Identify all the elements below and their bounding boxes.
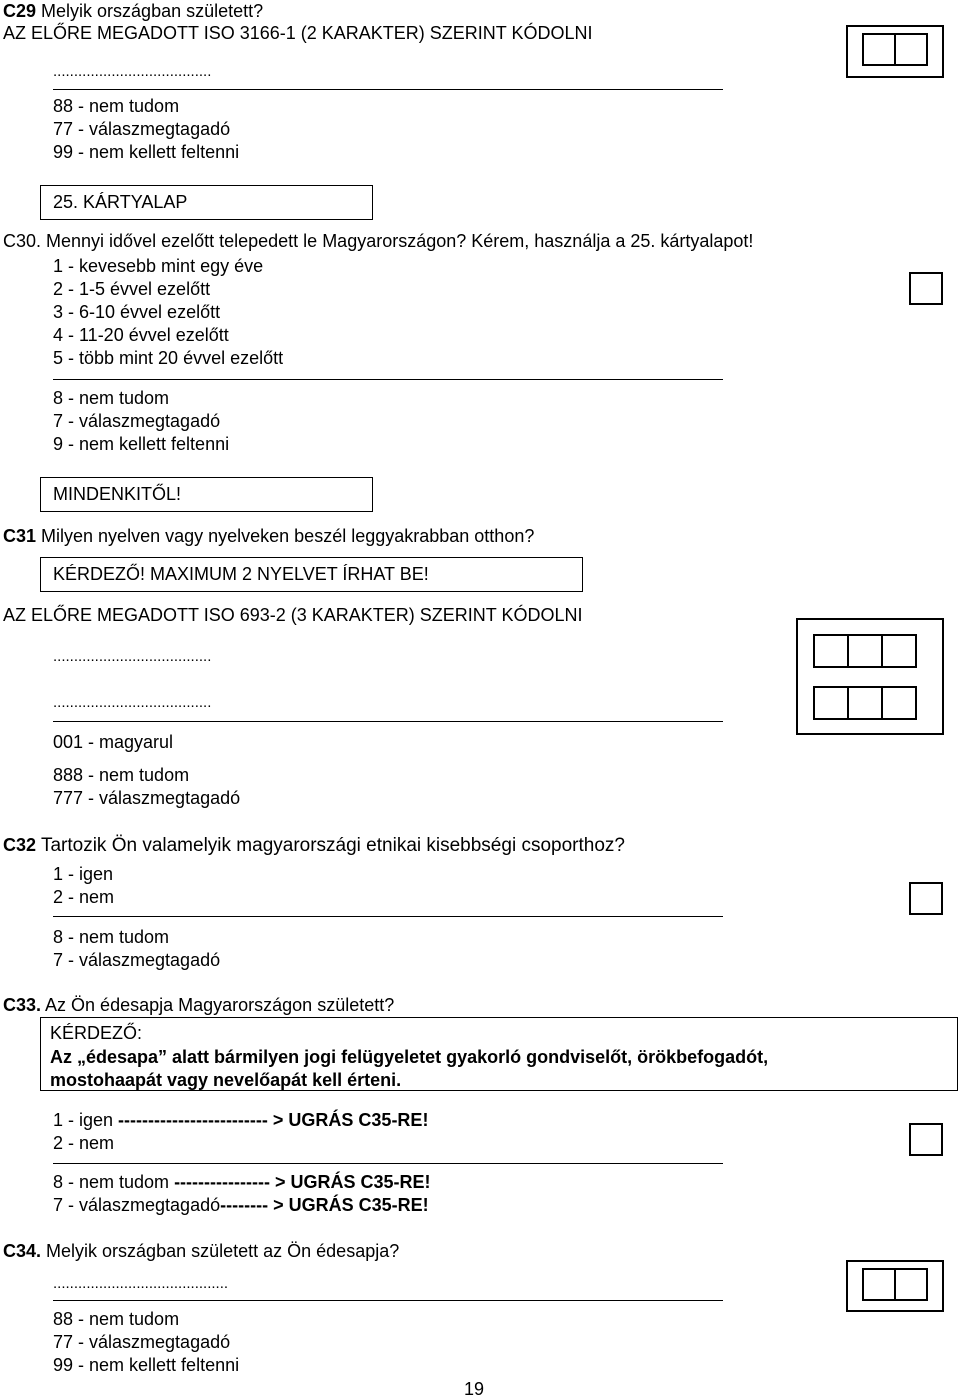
c33-interviewer-label: KÉRDEZŐ:: [50, 1023, 143, 1043]
c33-question-text: Az Ön édesapja Magyarországon született?: [41, 995, 395, 1015]
c33-skip-instruction: -------- > UGRÁS C35-RE!: [220, 1195, 429, 1215]
c32-label: C32: [3, 835, 37, 855]
c31-option: 888 - nem tudom: [53, 765, 190, 785]
card-25-label: 25. KÁRTYALAP: [53, 192, 188, 212]
divider: [53, 721, 723, 722]
c30-option: 4 - 11-20 évvel ezelőtt: [53, 325, 229, 345]
c30-option: 7 - válaszmegtagadó: [53, 411, 221, 431]
c29-code-cell[interactable]: [894, 33, 928, 66]
c29-option: 77 - válaszmegtagadó: [53, 119, 231, 139]
c34-question-text: Melyik országban született az Ön édesapja?: [41, 1241, 400, 1261]
c29-option: 99 - nem kellett feltenni: [53, 142, 240, 162]
c33-answer-box[interactable]: [909, 1123, 943, 1156]
c33-skip-instruction: ---------------- > UGRÁS C35-RE!: [174, 1172, 431, 1192]
c32-option: 7 - válaszmegtagadó: [53, 950, 221, 970]
c34-option: 88 - nem tudom: [53, 1309, 180, 1329]
c34-answer-line[interactable]: ..........................................: [53, 1275, 229, 1292]
c29-question: [3, 0, 263, 22]
c29-question-text: Melyik országban született?: [36, 1, 264, 21]
c29-code-cell[interactable]: [862, 33, 896, 66]
c34-option: 99 - nem kellett feltenni: [53, 1355, 240, 1375]
divider: [53, 1163, 723, 1164]
c29-option: 88 - nem tudom: [53, 96, 180, 116]
page-number: 19: [464, 1379, 485, 1399]
c34-code-cell[interactable]: [862, 1268, 896, 1301]
c34-code-cell[interactable]: [894, 1268, 928, 1301]
c33-option-dontknow: [53, 1171, 431, 1193]
c32-option: 1 - igen: [53, 864, 114, 884]
c33-option-text: 8 - nem tudom: [53, 1172, 175, 1192]
c33-question: [3, 994, 394, 1016]
c31-note: KÉRDEZŐ! MAXIMUM 2 NYELVET ÍRHAT BE!: [53, 564, 429, 584]
c29-answer-line[interactable]: ......................................: [53, 63, 212, 80]
c33-note-line: mostohaapát vagy nevelőapát kell érteni.: [50, 1070, 402, 1090]
c33-option-text: 7 - válaszmegtagadó: [53, 1195, 221, 1215]
c31-question: [3, 525, 534, 547]
c32-option: 2 - nem: [53, 887, 115, 907]
c32-option: 8 - nem tudom: [53, 927, 170, 947]
c33-label: C33.: [3, 995, 42, 1015]
c31-question-text: Milyen nyelven vagy nyelveken beszél leggyakrabban otthon?: [36, 526, 535, 546]
c34-label: C34.: [3, 1241, 42, 1261]
c31-answer-line-1[interactable]: ......................................: [53, 648, 212, 665]
c32-question-text: Tartozik Ön valamelyik magyarországi etnikai kisebbségi csoporthoz?: [36, 835, 625, 856]
c30-option: 1 - kevesebb mint egy éve: [53, 256, 264, 276]
c31-option: 001 - magyarul: [53, 732, 174, 752]
c31-code-cell[interactable]: [881, 686, 917, 720]
c34-question: [3, 1240, 399, 1262]
c33-option-no: 2 - nem: [53, 1133, 115, 1153]
c30-question: C30. Mennyi idővel ezelőtt telepedett le Magyarországon? Kérem, használja a 25. kártyalapot!: [3, 231, 754, 251]
c30-option: 8 - nem tudom: [53, 388, 170, 408]
c31-code-cell[interactable]: [813, 634, 849, 668]
card-25-box: [40, 185, 373, 220]
c33-option-text: 1 - igen: [53, 1110, 119, 1130]
c32-question: [3, 834, 625, 857]
c33-option-yes: [53, 1109, 428, 1131]
c31-answer-line-2[interactable]: ......................................: [53, 694, 212, 711]
c29-coding-instruction: AZ ELŐRE MEGADOTT ISO 3166-1 (2 KARAKTER) SZERINT KÓDOLNI: [3, 23, 593, 43]
divider: [53, 89, 723, 90]
c31-option: 777 - válaszmegtagadó: [53, 788, 241, 808]
c30-answer-box[interactable]: [909, 272, 943, 305]
c33-option-refused: [53, 1194, 429, 1216]
c30-option: 3 - 6-10 évvel ezelőtt: [53, 302, 221, 322]
c30-option: 2 - 1-5 évvel ezelőtt: [53, 279, 211, 299]
mindenkitol-label: MINDENKITŐL!: [53, 484, 182, 504]
c29-label: C29: [3, 1, 37, 21]
c31-label: C31: [3, 526, 37, 546]
divider: [53, 1300, 723, 1301]
mindenkitol-box: [40, 477, 373, 512]
c31-code-cell[interactable]: [847, 634, 883, 668]
c31-coding-instruction: AZ ELŐRE MEGADOTT ISO 693-2 (3 KARAKTER) SZERINT KÓDOLNI: [3, 605, 583, 625]
divider: [53, 379, 723, 380]
c30-option: 5 - több mint 20 évvel ezelőtt: [53, 348, 284, 368]
divider: [53, 916, 723, 917]
c31-code-cell[interactable]: [847, 686, 883, 720]
c31-code-cell[interactable]: [881, 634, 917, 668]
c33-skip-instruction: ------------------------- > UGRÁS C35-RE!: [118, 1110, 429, 1130]
c32-answer-box[interactable]: [909, 882, 943, 915]
c30-option: 9 - nem kellett feltenni: [53, 434, 230, 454]
c33-note-line: Az „édesapa” alatt bármilyen jogi felügyeletet gyakorló gondviselőt, örökbefogadót,: [50, 1047, 769, 1067]
c34-option: 77 - válaszmegtagadó: [53, 1332, 231, 1352]
c31-note-box: [40, 557, 583, 592]
c31-code-cell[interactable]: [813, 686, 849, 720]
